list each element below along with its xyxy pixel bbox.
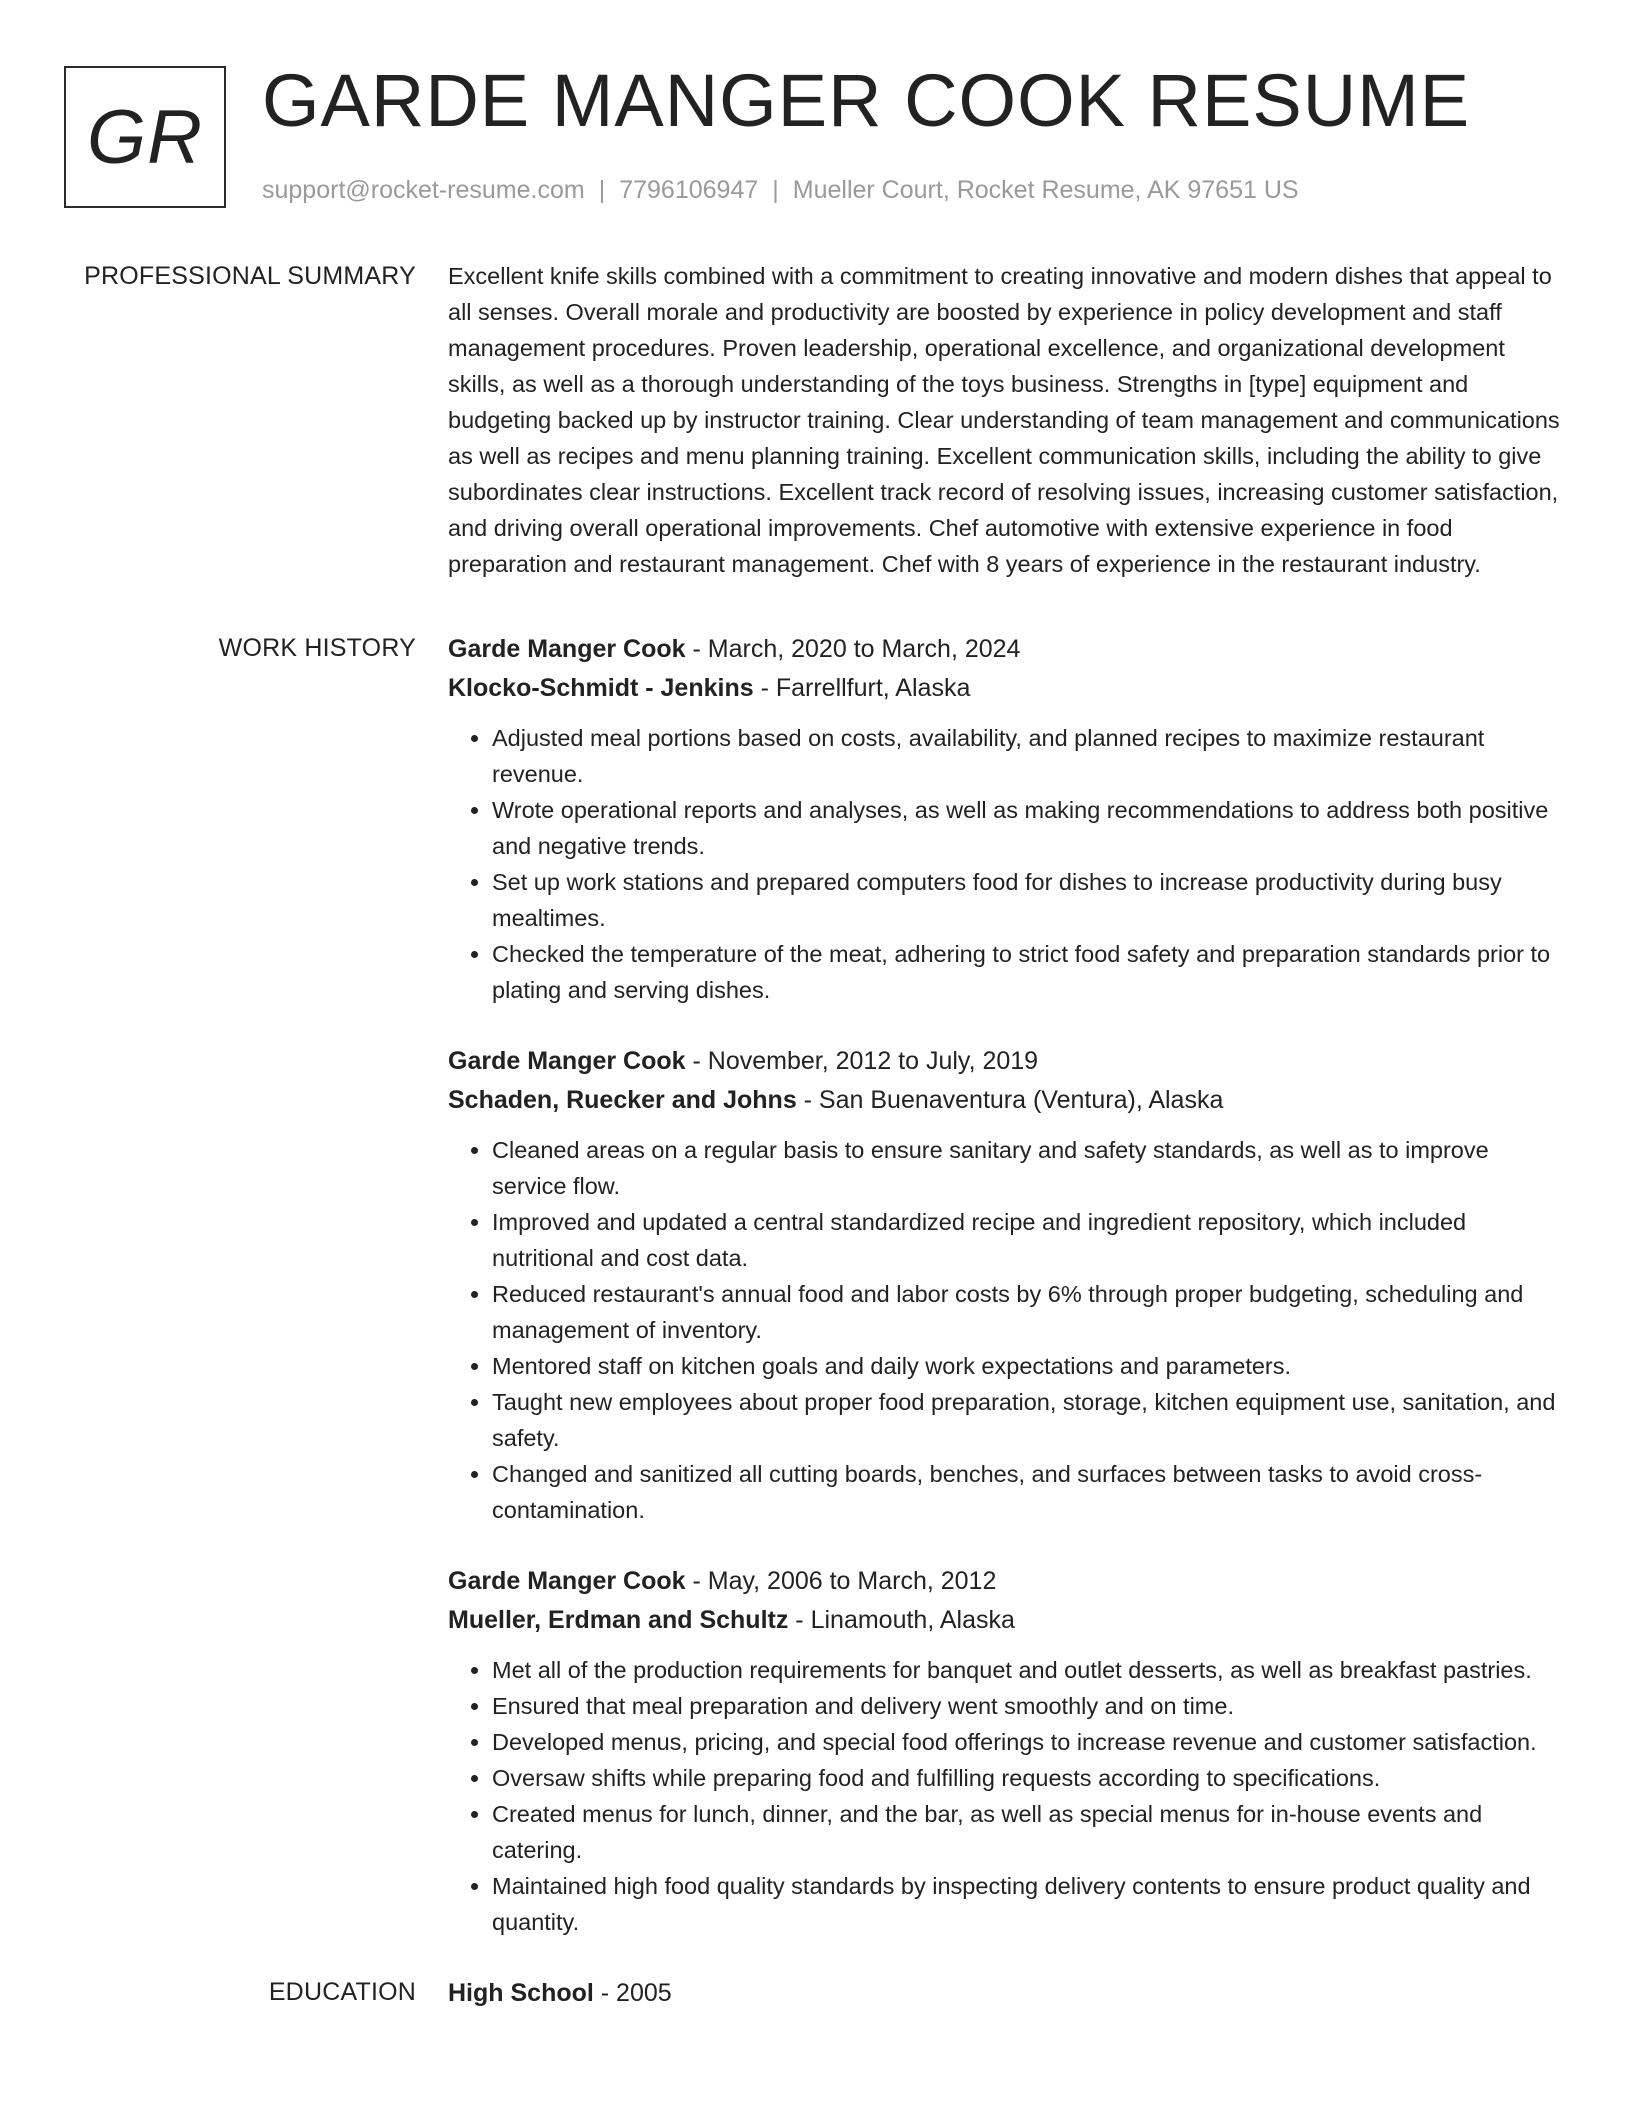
job-duty-item: • Adjusted meal portions based on costs, availability, and planned recipes to maximize restaurant revenue.	[492, 720, 1568, 792]
job-duty-item: • Changed and sanitized all cutting boards, benches, and surfaces between tasks to avoid cross-contamination.	[492, 1456, 1568, 1528]
contact-separator: |	[772, 176, 779, 204]
job-duty-item: • Developed menus, pricing, and special food offerings to increase revenue and customer satisfaction.	[492, 1724, 1568, 1760]
job-company-line	[448, 669, 1568, 708]
job-company: Mueller, Erdman and Schultz	[448, 1606, 789, 1634]
job-company: Klocko-Schmidt - Jenkins	[448, 674, 754, 702]
education-body	[448, 1974, 1568, 2013]
resume-content	[64, 258, 1568, 2013]
job-dates: - November, 2012 to July, 2019	[685, 1047, 1039, 1075]
section-spacer	[64, 582, 1568, 630]
resume-title: GARDE MANGER COOK RESUME	[262, 59, 1471, 142]
job-location: - San Buenaventura (Ventura), Alaska	[796, 1086, 1224, 1114]
job-entry	[448, 1562, 1568, 1940]
monogram-badge: GR	[64, 66, 226, 208]
work-history-section	[64, 630, 1568, 1974]
education-line	[448, 1974, 1568, 2013]
job-company-line	[448, 1081, 1568, 1120]
job-entry	[448, 1042, 1568, 1528]
job-duties-list	[448, 1652, 1568, 1940]
job-duties-list	[448, 1132, 1568, 1528]
job-duties-list	[448, 720, 1568, 1008]
job-location: - Farrellfurt, Alaska	[753, 674, 971, 702]
job-company: Schaden, Ruecker and Johns	[448, 1086, 797, 1114]
contact-phone: 7796106947	[619, 176, 759, 204]
job-duty-item: • Met all of the production requirements for banquet and outlet desserts, as well as breakfast pastries.	[492, 1652, 1568, 1688]
job-title-line	[448, 630, 1568, 669]
summary-section	[64, 258, 1568, 582]
job-title-line	[448, 1042, 1568, 1081]
job-dates: - May, 2006 to March, 2012	[685, 1567, 997, 1595]
contact-separator: |	[598, 176, 606, 204]
education-degree: High School	[448, 1979, 594, 2007]
job-duty-item: • Checked the temperature of the meat, adhering to strict food safety and preparation standards prior to plating and serving dishes.	[492, 936, 1568, 1008]
summary-body	[448, 258, 1568, 582]
education-section	[64, 1974, 1568, 2013]
job-duty-item: • Maintained high food quality standards by inspecting delivery contents to ensure product quality and quantity.	[492, 1868, 1568, 1940]
job-duty-item: • Wrote operational reports and analyses, as well as making recommendations to address both positive and negative trends.	[492, 792, 1568, 864]
job-company-line	[448, 1601, 1568, 1640]
contact-address: Mueller Court, Rocket Resume, AK 97651 US	[792, 176, 1299, 204]
work-history-label: WORK HISTORY	[218, 634, 416, 662]
job-title: Garde Manger Cook	[448, 1047, 686, 1075]
job-title: Garde Manger Cook	[448, 1567, 686, 1595]
job-duty-item: • Reduced restaurant's annual food and labor costs by 6% through proper budgeting, scheduling and management of inventory.	[492, 1276, 1568, 1348]
job-duty-item: • Improved and updated a central standardized recipe and ingredient repository, which included nutritional and cost data.	[492, 1204, 1568, 1276]
job-location: - Linamouth, Alaska	[788, 1606, 1015, 1634]
education-year: - 2005	[593, 1979, 672, 2007]
job-duty-item: • Cleaned areas on a regular basis to ensure sanitary and safety standards, as well as to improve service flow.	[492, 1132, 1568, 1204]
job-dates: - March, 2020 to March, 2024	[685, 635, 1021, 663]
contact-line	[262, 176, 1299, 205]
job-duty-item: • Set up work stations and prepared computers food for dishes to increase productivity during busy mealtimes.	[492, 864, 1568, 936]
job-duty-item: • Ensured that meal preparation and delivery went smoothly and on time.	[492, 1688, 1568, 1724]
contact-email: support@rocket-resume.com	[262, 176, 585, 204]
job-title: Garde Manger Cook	[448, 635, 686, 663]
job-duty-item: • Created menus for lunch, dinner, and the bar, as well as special menus for in-house events and catering.	[492, 1796, 1568, 1868]
job-entry	[448, 630, 1568, 1008]
work-history-body	[448, 630, 1568, 1974]
summary-label: PROFESSIONAL SUMMARY	[84, 262, 416, 290]
job-duty-item: • Oversaw shifts while preparing food and fulfilling requests according to specifications.	[492, 1760, 1568, 1796]
job-duty-item: • Taught new employees about proper food preparation, storage, kitchen equipment use, sanitation, and safety.	[492, 1384, 1568, 1456]
summary-text: Excellent knife skills combined with a commitment to creating innovative and modern dishes that appeal to all senses. Overall morale and productivity are boosted by experience in policy development and staff management procedures. Proven leadership, operational excellence, and organizational development skills, as well as a thorough understanding of the toys business. Strengths in [type] equipment and budgeting backed up by instructor training. Clear understanding of team management and communications as well as recipes and menu planning training. Excellent communication skills, including the ability to give subordinates clear instructions. Excellent track record of resolving issues, increasing customer satisfaction, and driving overall operational improvements. Chef automotive with extensive experience in food preparation and restaurant management. Chef with 8 years of experience in the restaurant industry.	[448, 263, 1560, 577]
education-label: EDUCATION	[268, 1978, 416, 2006]
job-duty-item: • Mentored staff on kitchen goals and daily work expectations and parameters.	[492, 1348, 1568, 1384]
job-title-line	[448, 1562, 1568, 1601]
